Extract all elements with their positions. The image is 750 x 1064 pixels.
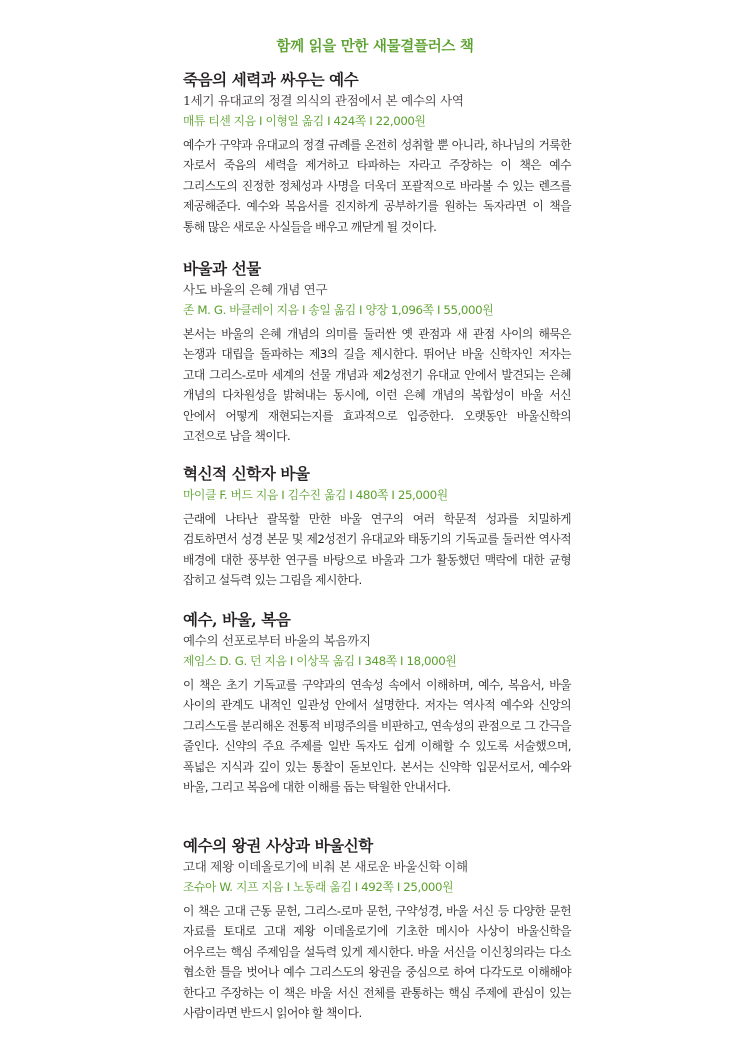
book-meta: 매튜 티센 지음 I 이형일 옮김 I 424쪽 I 22,000원 — [183, 114, 426, 128]
page-title: 함께 읽을 만한 새물결플러스 책 — [276, 39, 474, 55]
book-entry — [183, 258, 571, 446]
book-entry — [183, 835, 571, 1023]
book-meta: 조슈아 W. 지프 지음 I 노동래 옮김 I 492쪽 I 25,000원 — [183, 880, 454, 894]
book-description: 본서는 바울의 은혜 개념의 의미를 둘러싼 옛 관점과 새 관점 사이의 해묵은 논쟁과 대립을 돌파하는 제3의 길을 제시한다. 뛰어난 바울 신학자인 저자는 고대 그리스-로마 세계의 선물 개념과 제2성전기 유대교 안에서 발견되는 은혜 개념의 다차원성을 밝혀내는 동시에, 이런 은혜 개념의 복합성이 바울 서신 안에서 어떻게 재현되는지를 효과적으로 입증한다. 오랫동안 바울신학의 고전으로 남을 책이다. — [183, 327, 571, 444]
book-title: 혁신적 신학자 바울 — [183, 464, 310, 483]
book-subtitle: 예수의 선포로부터 바울의 복음까지 — [183, 633, 371, 648]
book-title: 예수, 바울, 복음 — [183, 610, 291, 629]
book-meta: 마이클 F. 버드 지음 I 김수진 옮김 I 480쪽 I 25,000원 — [183, 488, 448, 502]
book-subtitle: 고대 제왕 이데올로기에 비춰 본 새로운 바울신학 이해 — [183, 859, 468, 874]
book-title: 바울과 선물 — [183, 259, 261, 278]
book-meta: 존 M. G. 바클레이 지음 I 송일 옮김 I 양장 1,096쪽 I 55,000원 — [183, 303, 494, 317]
book-description: 근래에 나타난 괄목할 만한 바울 연구의 여러 학문적 성과를 치밀하게 검토하면서 성경 본문 및 제2성전기 유대교와 태동기의 기독교를 둘러싼 역사적 배경에 대한 풍부한 연구를 바탕으로 바울과 그가 활동했던 맥락에 대한 균형 잡히고 설득력 있는 그림을 제시한다. — [183, 512, 571, 588]
book-entry — [183, 69, 571, 237]
book-description: 이 책은 초기 기독교를 구약과의 연속성 속에서 이해하며, 예수, 복음서, 바울 사이의 관계도 내적인 일관성 안에서 설명한다. 저자는 역사적 예수와 신앙의 그리스도를 분리해온 전통적 비평주의를 비판하고, 연속성의 관점으로 그 간극을 줄인다. 신약의 주요 주제를 일반 독자도 쉽게 이해할 수 있도록 서술했으며, 폭넓은 지식과 깊이 있는 통찰이 돋보인다. 본서는 신약학 입문서로서, 예수와 바울, 그리고 복음에 대한 이해를 돕는 탁월한 안내서다. — [183, 678, 571, 795]
book-entry — [183, 609, 571, 797]
book-title: 죽음의 세력과 싸우는 예수 — [183, 70, 359, 89]
book-entry — [183, 463, 571, 591]
book-title: 예수의 왕권 사상과 바울신학 — [183, 836, 373, 855]
book-subtitle: 1세기 유대교의 정결 의식의 관점에서 본 예수의 사역 — [183, 93, 464, 108]
book-subtitle: 사도 바울의 은혜 개념 연구 — [183, 282, 328, 297]
book-description: 예수가 구약과 유대교의 정결 규례를 온전히 성취할 뿐 아니라, 하나님의 거룩한 자로서 죽음의 세력을 제거하고 타파하는 자라고 주장하는 이 책은 예수 그리스도의 진정한 정체성과 사명을 더욱더 포괄적으로 바라볼 수 있는 렌즈를 제공해준다. 예수와 복음서를 진지하게 공부하기를 원하는 독자라면 이 책을 통해 많은 새로운 사실들을 배우고 깨닫게 될 것이다. — [183, 138, 571, 234]
book-meta: 제임스 D. G. 던 지음 I 이상목 옮김 I 348쪽 I 18,000원 — [183, 654, 457, 668]
book-description: 이 책은 고대 근동 문헌, 그리스-로마 문헌, 구약성경, 바울 서신 등 다양한 문헌 자료를 토대로 고대 제왕 이데올로기에 기초한 메시아 사상이 바울신학을 어우르는 핵심 주제임을 설득력 있게 제시한다. 바울 서신을 이신칭의라는 다소 협소한 틀을 벗어나 예수 그리스도의 왕권을 중심으로 하여 다각도로 이해해야 한다고 주장하는 이 책은 바울 서신 전체를 관통하는 핵심 주제에 관심이 있는 사람이라면 반드시 읽어야 할 책이다. — [183, 904, 571, 1021]
